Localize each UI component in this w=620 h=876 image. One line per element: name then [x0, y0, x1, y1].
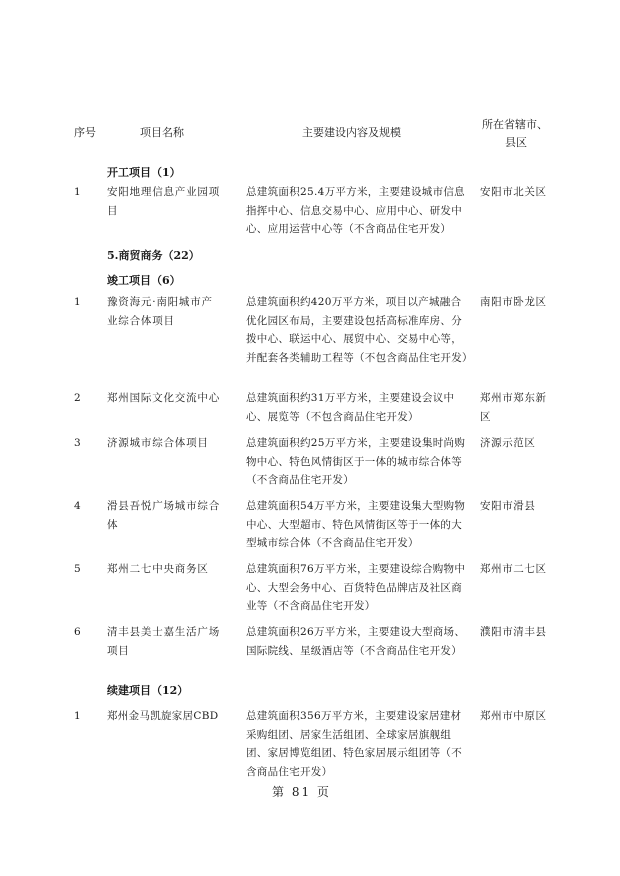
row-location: 濮阳市清丰县 [480, 626, 547, 638]
row-content: 总建筑面积26万平方米，主要建设大型商场、国际院线、星级酒店等（不含商品住宅开发） [246, 626, 466, 657]
header-name: 项目名称 [140, 126, 184, 139]
header-seq: 序号 [74, 126, 96, 139]
row-name: 郑州二七中央商务区 [107, 563, 209, 575]
row-location: 安阳市北关区 [480, 186, 547, 198]
row-content: 总建筑面积约25万平方米，主要建设集时尚购物中心、特色风情街区于一体的城市综合体等（不含商品住宅开发） [246, 437, 466, 487]
header-location-line1: 所在省辖市、 [482, 118, 548, 131]
row-content: 总建筑面积约31万平方米，主要建设会议中心、展览等（不包含商品住宅开发） [246, 392, 455, 423]
header-content: 主要建设内容及规模 [302, 126, 401, 139]
row-name: 郑州国际文化交流中心 [107, 392, 220, 404]
row-location: 安阳市滑县 [480, 500, 536, 512]
header-location-line2: 县区 [505, 136, 527, 149]
row-seq: 2 [74, 392, 81, 404]
page-number: 第 81 页 [272, 785, 331, 799]
row-location: 郑州市二七区 [480, 563, 547, 575]
row-location: 南阳市卧龙区 [480, 296, 547, 308]
row-content: 总建筑面积54万平方米，主要建设集大型购物中心、大型超市、特色风情街区等于一体的大型城市综合体（不含商品住宅开发） [246, 500, 466, 550]
row-content: 总建筑面积76万平方米，主要建设综合购物中心、大型会务中心、百货特色品牌店及社区商业等（不含商品住宅开发） [246, 563, 466, 613]
row-name: 清丰县美士嘉生活广场项目 [107, 626, 220, 657]
row-content: 总建筑面积约420万平方米，项目以产城融合优化园区布局，主要建设包括高标准库房、分拨中心、联运中心、展贸中心、交易中心等，并配套各类辅助工程等（不包含商品住宅开发） [246, 296, 473, 364]
row-location: 郑州市中原区 [480, 710, 547, 722]
group-heading: 竣工项目（6） [107, 274, 181, 287]
row-content: 总建筑面积25.4万平方米，主要建设城市信息指挥中心、信息交易中心、应用中心、研发中心、应用运营中心等（不含商品住宅开发） [246, 186, 465, 236]
row-seq: 6 [74, 626, 81, 638]
row-name: 安阳地理信息产业园项目 [107, 186, 220, 217]
row-name: 滑县吾悦广场城市综合体 [107, 500, 220, 531]
row-seq: 1 [74, 186, 81, 198]
row-seq: 5 [74, 563, 81, 575]
row-name: 豫资海元·南阳城市产业综合体项目 [107, 296, 213, 327]
row-location: 济源示范区 [480, 437, 536, 449]
row-content: 总建筑面积356万平方米，主要建设家居建材采购组团、居家生活组团、全球家居旗舰组团、家居博览组团、特色家居展示组团等（不含商品住宅开发） [246, 710, 462, 778]
row-name: 济源城市综合体项目 [107, 437, 209, 449]
row-seq: 1 [74, 710, 81, 722]
group-heading: 开工项目（1） [107, 166, 181, 179]
row-seq: 3 [74, 437, 81, 449]
category-heading: 5.商贸商务（22） [107, 249, 200, 262]
row-name: 郑州金马凯旋家居CBD [107, 710, 219, 722]
row-location: 郑州市郑东新区 [480, 392, 547, 423]
row-seq: 4 [74, 500, 81, 512]
group-heading: 续建项目（12） [107, 684, 189, 697]
row-seq: 1 [74, 296, 81, 308]
